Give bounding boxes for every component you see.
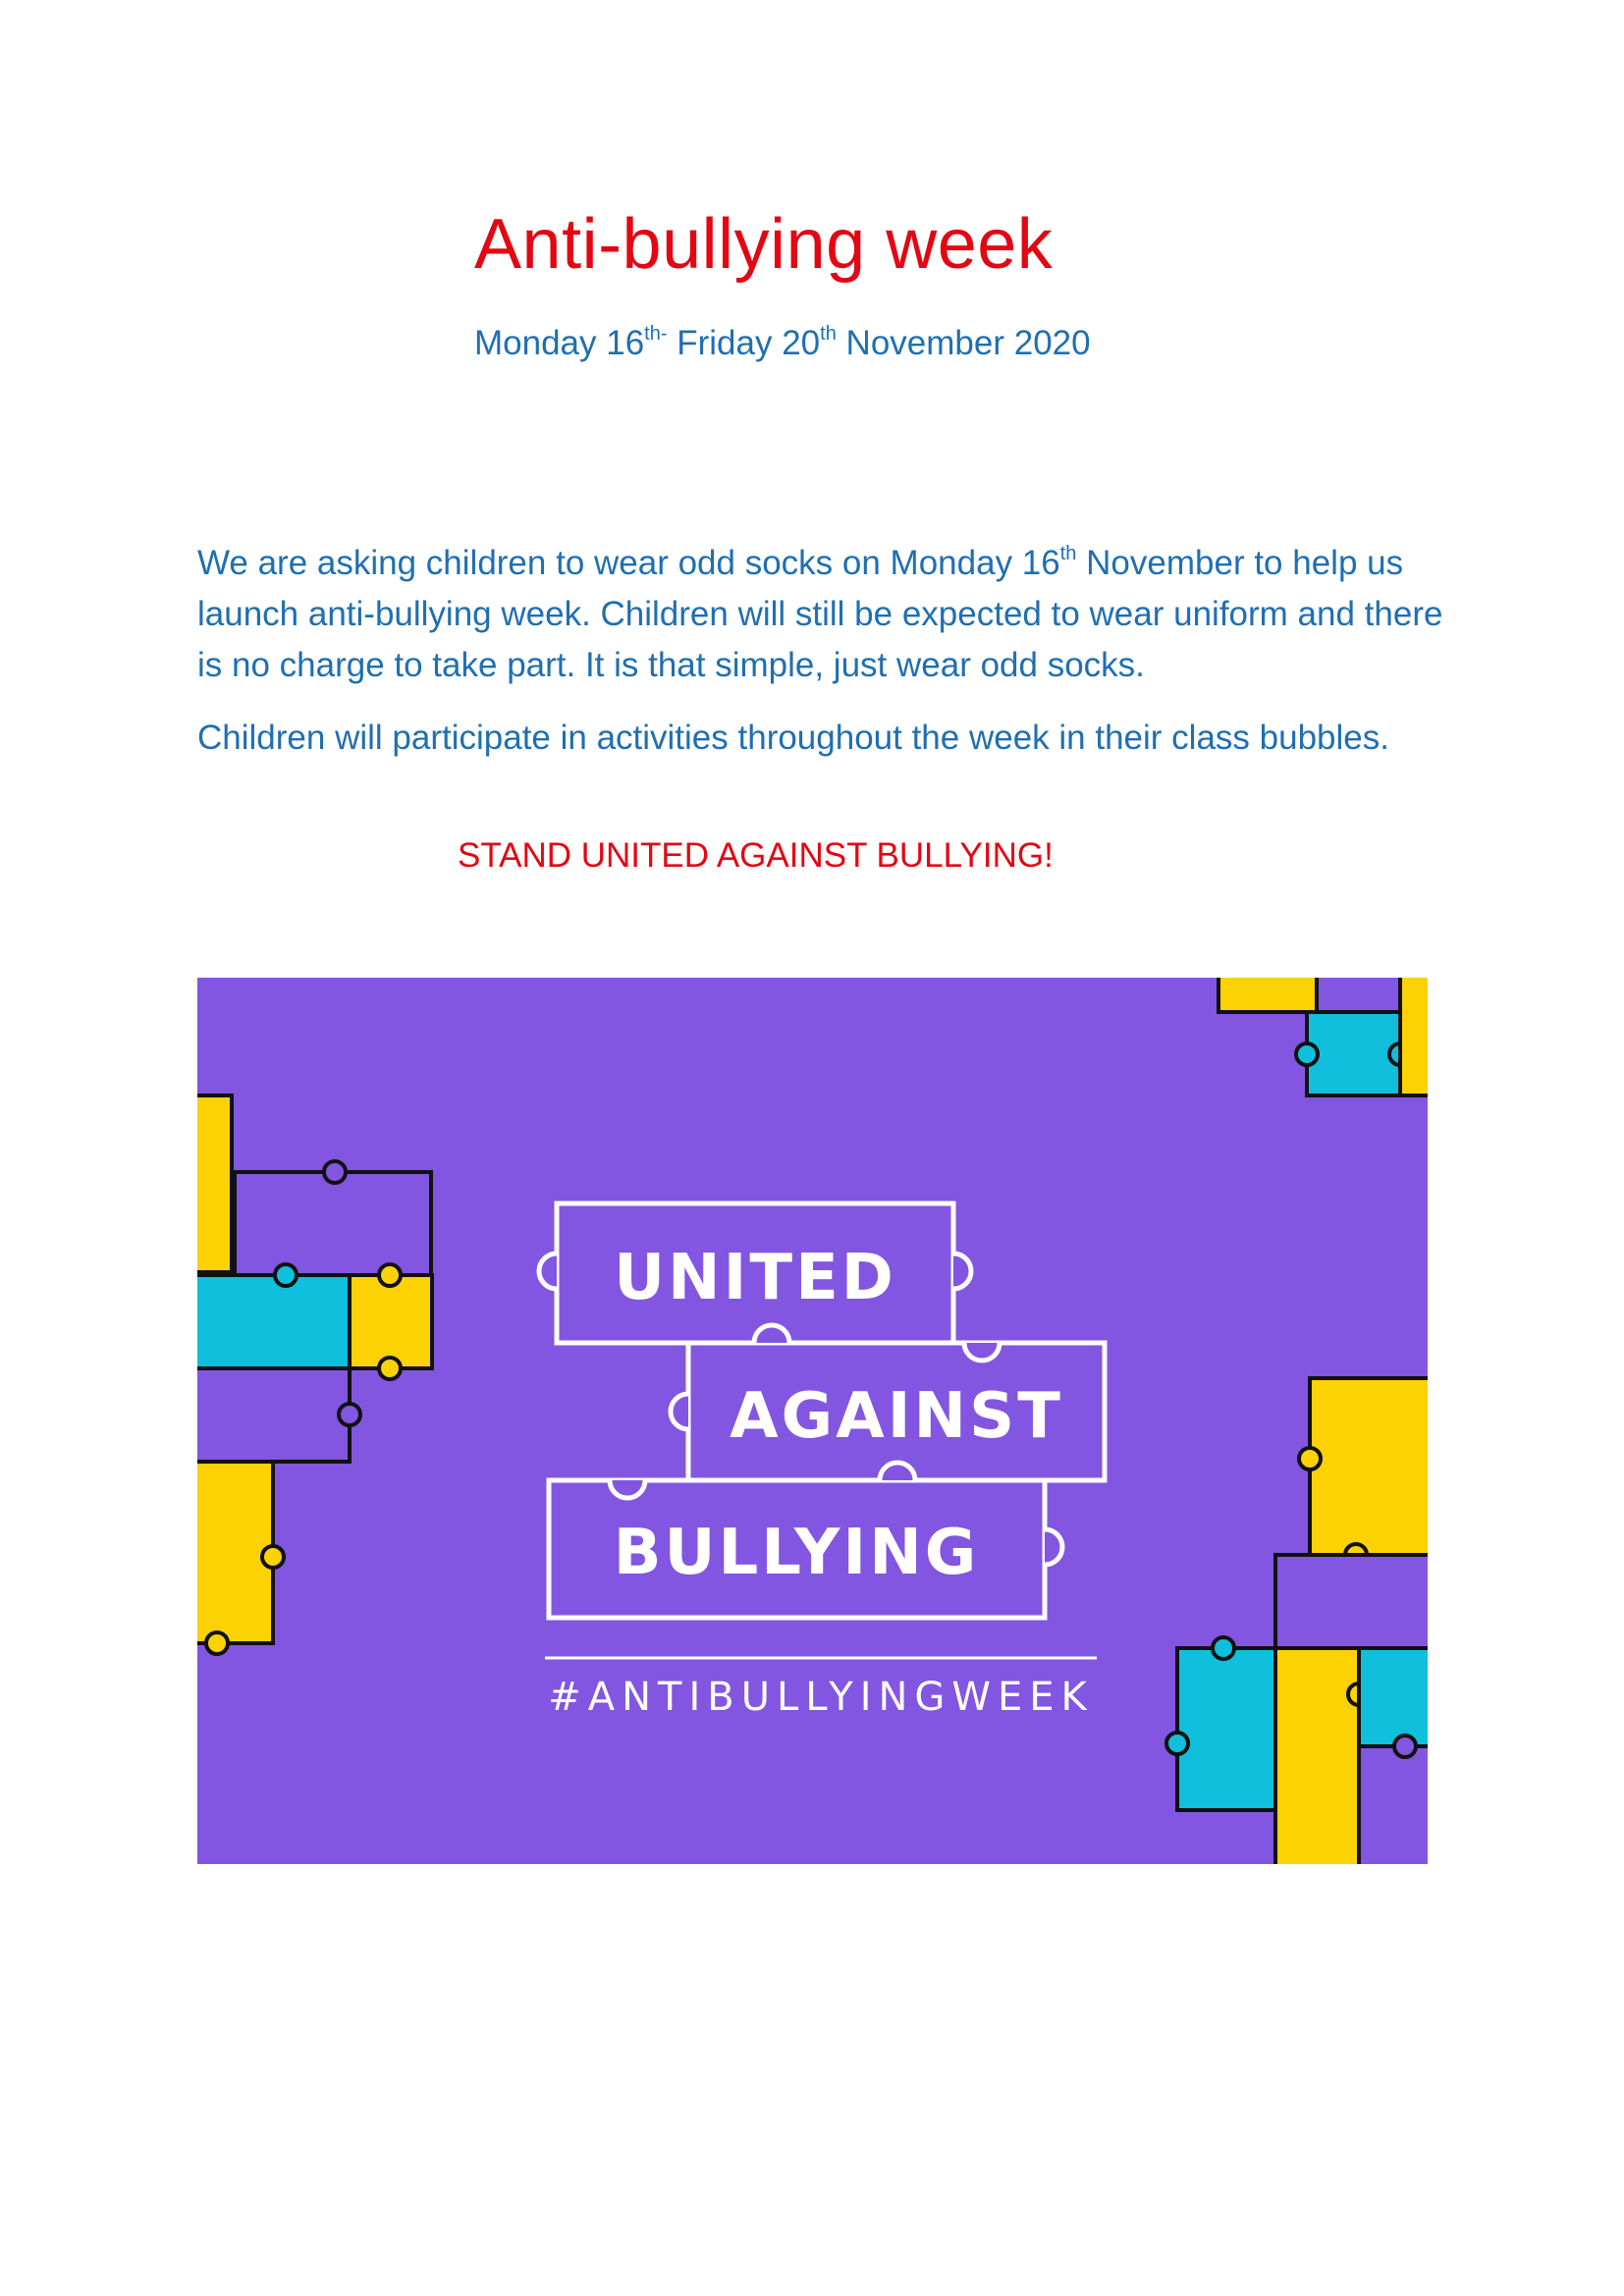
slogan: STAND UNITED AGAINST BULLYING! xyxy=(458,836,1054,875)
banner-graphic xyxy=(197,978,1428,1864)
page-title: Anti-bullying week xyxy=(474,205,1054,284)
date-start: Monday 16 xyxy=(474,324,645,362)
event-dates xyxy=(474,324,1091,363)
puzzle-pieces-bottom-right-icon xyxy=(1166,1378,1428,1864)
banner-word-bullying: BULLYING xyxy=(613,1517,980,1589)
anti-bullying-banner xyxy=(197,978,1428,1864)
paragraph1-after: November to help us launch anti-bullying week. Children will still be expected to wear uniform and there is no charge to take part. It is that simple, just wear odd socks. xyxy=(197,544,1443,684)
odd-socks-paragraph xyxy=(197,538,1474,691)
paragraph1-suffix: th xyxy=(1059,543,1077,564)
paragraph1-before: We are asking children to wear odd socks on Monday 16 xyxy=(197,544,1060,582)
banner-hashtag: #ANTIBULLYINGWEEK xyxy=(548,1675,1094,1720)
date-end-suffix: th xyxy=(820,323,837,345)
puzzle-pieces-top-right-icon xyxy=(1218,978,1428,1095)
banner-word-against: AGAINST xyxy=(730,1380,1063,1453)
date-start-suffix: th- xyxy=(644,323,668,345)
date-end: Friday 20 xyxy=(667,324,821,362)
puzzle-pieces-left-icon xyxy=(197,1095,432,1654)
banner-word-united: UNITED xyxy=(614,1242,896,1314)
activities-paragraph: Children will participate in activities throughout the week in their class bubbles. xyxy=(197,719,1389,757)
date-month-year: November 2020 xyxy=(836,324,1091,362)
